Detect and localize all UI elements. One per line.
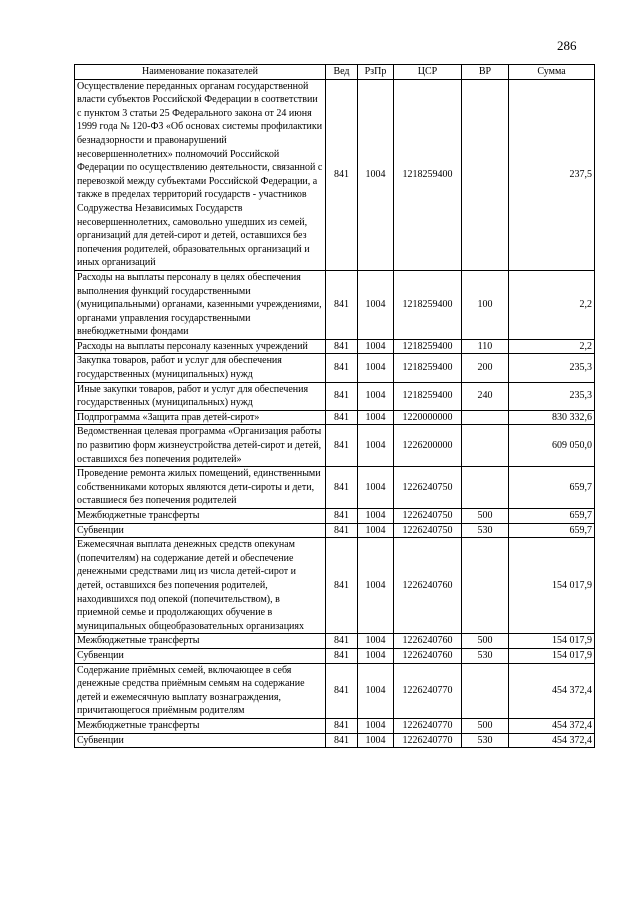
row-rzpr-cell: 1004: [358, 354, 394, 382]
row-rzpr-cell: 1004: [358, 425, 394, 467]
row-ved-cell: 841: [326, 634, 358, 649]
table-row: [75, 382, 595, 410]
table-row: [75, 523, 595, 538]
row-vr-cell: 530: [462, 648, 509, 663]
table-row: [75, 79, 595, 270]
table-row: [75, 339, 595, 354]
row-name-cell: Расходы на выплаты персоналу казенных учреждений: [75, 339, 326, 354]
row-ved-cell: 841: [326, 467, 358, 509]
row-ved-cell: 841: [326, 425, 358, 467]
table-row: [75, 718, 595, 733]
row-sum-cell: 154 017,9: [509, 634, 595, 649]
header-vr: ВР: [462, 65, 509, 80]
row-name-cell: Иные закупки товаров, работ и услуг для обеспечения государственных (муниципальных) нужд: [75, 382, 326, 410]
row-rzpr-cell: 1004: [358, 339, 394, 354]
table-row: [75, 410, 595, 425]
row-ved-cell: 841: [326, 663, 358, 718]
row-rzpr-cell: 1004: [358, 509, 394, 524]
table-row: [75, 733, 595, 748]
row-vr-cell: [462, 425, 509, 467]
row-sum-cell: 659,7: [509, 467, 595, 509]
row-name-cell: Расходы на выплаты персоналу в целях обеспечения выполнения функций государственными (муниципальными) органами, казенными учреждениями, органами управления государственными внебюджетными фондами: [75, 270, 326, 339]
page-number: 286: [557, 38, 577, 53]
row-sum-cell: 235,3: [509, 354, 595, 382]
row-sum-cell: 235,3: [509, 382, 595, 410]
row-vr-cell: 500: [462, 509, 509, 524]
row-ved-cell: 841: [326, 523, 358, 538]
row-csr-cell: 1226240750: [394, 467, 462, 509]
header-row: [75, 65, 595, 80]
table-row: [75, 467, 595, 509]
table-row: [75, 648, 595, 663]
row-name-cell: Ежемесячная выплата денежных средств опекунам (попечителям) на содержание детей и обеспечение денежными средствами лиц из числа детей-сирот и детей, оставшихся без попечения родителей, находившихся под опекой (попечительством), в приемной семье и продолжающих обучение в муниципальных общеобразовательных организациях: [75, 538, 326, 634]
row-name-cell: Закупка товаров, работ и услуг для обеспечения государственных (муниципальных) нужд: [75, 354, 326, 382]
header-sum: Сумма: [509, 65, 595, 80]
table-row: [75, 270, 595, 339]
row-csr-cell: 1226200000: [394, 425, 462, 467]
row-rzpr-cell: 1004: [358, 733, 394, 748]
row-rzpr-cell: 1004: [358, 718, 394, 733]
table-row: [75, 538, 595, 634]
row-vr-cell: [462, 410, 509, 425]
table-row: [75, 425, 595, 467]
header-name: Наименование показателей: [75, 65, 326, 80]
row-name-cell: Межбюджетные трансферты: [75, 634, 326, 649]
table-row: [75, 663, 595, 718]
row-name-cell: Субвенции: [75, 648, 326, 663]
row-vr-cell: 530: [462, 523, 509, 538]
row-sum-cell: 454 372,4: [509, 733, 595, 748]
row-name-cell: Осуществление переданных органам государственной власти субъектов Российской Федерации в соответствии с пунктом 3 статьи 25 Федерального закона от 24 июня 1999 года № 120-ФЗ «Об основах системы профилактики безнадзорности и правонарушений несовершеннолетних» полномочий Российской Федерации по осуществлению деятельности, связанной с перевозкой между субъектами Российской Федерации, а также в пределах территорий государств - участников Содружества Независимых Государств несовершеннолетних, самовольно ушедших из семей, организаций для детей-сирот и детей, оставшихся без попечения родителей, образовательных организаций и иных организаций: [75, 79, 326, 270]
row-rzpr-cell: 1004: [358, 538, 394, 634]
row-sum-cell: 2,2: [509, 270, 595, 339]
row-ved-cell: 841: [326, 270, 358, 339]
row-sum-cell: 454 372,4: [509, 718, 595, 733]
row-csr-cell: 1218259400: [394, 382, 462, 410]
row-ved-cell: 841: [326, 718, 358, 733]
row-ved-cell: 841: [326, 509, 358, 524]
row-rzpr-cell: 1004: [358, 523, 394, 538]
table-body: [75, 79, 595, 748]
budget-table: [74, 64, 595, 748]
row-vr-cell: 240: [462, 382, 509, 410]
header-ved: Вед: [326, 65, 358, 80]
row-vr-cell: 500: [462, 634, 509, 649]
row-csr-cell: 1226240760: [394, 634, 462, 649]
row-rzpr-cell: 1004: [358, 663, 394, 718]
row-vr-cell: [462, 538, 509, 634]
row-csr-cell: 1218259400: [394, 339, 462, 354]
row-csr-cell: 1226240770: [394, 733, 462, 748]
row-ved-cell: 841: [326, 648, 358, 663]
row-csr-cell: 1226240770: [394, 718, 462, 733]
row-name-cell: Ведомственная целевая программа «Организация работы по развитию форм жизнеустройства детей-сирот и детей, оставшихся без попечения родителей»: [75, 425, 326, 467]
table-row: [75, 354, 595, 382]
row-ved-cell: 841: [326, 538, 358, 634]
row-name-cell: Проведение ремонта жилых помещений, единственными собственниками которых являются дети-сироты и дети, оставшиеся без попечения родителей: [75, 467, 326, 509]
row-sum-cell: 2,2: [509, 339, 595, 354]
row-csr-cell: 1218259400: [394, 354, 462, 382]
row-csr-cell: 1226240760: [394, 538, 462, 634]
row-vr-cell: 500: [462, 718, 509, 733]
row-rzpr-cell: 1004: [358, 634, 394, 649]
row-name-cell: Подпрограмма «Защита прав детей-сирот»: [75, 410, 326, 425]
table-header: [75, 65, 595, 80]
row-vr-cell: 100: [462, 270, 509, 339]
row-name-cell: Межбюджетные трансферты: [75, 718, 326, 733]
table-row: [75, 509, 595, 524]
row-sum-cell: 154 017,9: [509, 538, 595, 634]
row-rzpr-cell: 1004: [358, 270, 394, 339]
row-sum-cell: 830 332,6: [509, 410, 595, 425]
row-csr-cell: 1226240760: [394, 648, 462, 663]
row-vr-cell: 200: [462, 354, 509, 382]
table-row: [75, 634, 595, 649]
row-vr-cell: [462, 79, 509, 270]
row-vr-cell: 110: [462, 339, 509, 354]
row-sum-cell: 659,7: [509, 509, 595, 524]
row-csr-cell: 1218259400: [394, 270, 462, 339]
row-csr-cell: 1226240750: [394, 523, 462, 538]
row-sum-cell: 154 017,9: [509, 648, 595, 663]
row-vr-cell: [462, 467, 509, 509]
row-name-cell: Содержание приёмных семей, включающее в себя денежные средства приёмным семьям на содержание детей и ежемесячную выплату вознаграждения, причитающегося приёмным родителям: [75, 663, 326, 718]
row-csr-cell: 1226240770: [394, 663, 462, 718]
row-ved-cell: 841: [326, 339, 358, 354]
row-vr-cell: [462, 663, 509, 718]
row-ved-cell: 841: [326, 733, 358, 748]
row-sum-cell: 659,7: [509, 523, 595, 538]
row-rzpr-cell: 1004: [358, 410, 394, 425]
row-vr-cell: 530: [462, 733, 509, 748]
row-sum-cell: 609 050,0: [509, 425, 595, 467]
row-ved-cell: 841: [326, 410, 358, 425]
header-rzpr: РзПр: [358, 65, 394, 80]
row-rzpr-cell: 1004: [358, 467, 394, 509]
row-name-cell: Субвенции: [75, 523, 326, 538]
row-sum-cell: 237,5: [509, 79, 595, 270]
row-csr-cell: 1220000000: [394, 410, 462, 425]
row-ved-cell: 841: [326, 354, 358, 382]
row-ved-cell: 841: [326, 79, 358, 270]
row-csr-cell: 1218259400: [394, 79, 462, 270]
row-sum-cell: 454 372,4: [509, 663, 595, 718]
row-name-cell: Субвенции: [75, 733, 326, 748]
row-rzpr-cell: 1004: [358, 382, 394, 410]
row-csr-cell: 1226240750: [394, 509, 462, 524]
row-name-cell: Межбюджетные трансферты: [75, 509, 326, 524]
row-rzpr-cell: 1004: [358, 648, 394, 663]
row-ved-cell: 841: [326, 382, 358, 410]
row-rzpr-cell: 1004: [358, 79, 394, 270]
header-csr: ЦСР: [394, 65, 462, 80]
